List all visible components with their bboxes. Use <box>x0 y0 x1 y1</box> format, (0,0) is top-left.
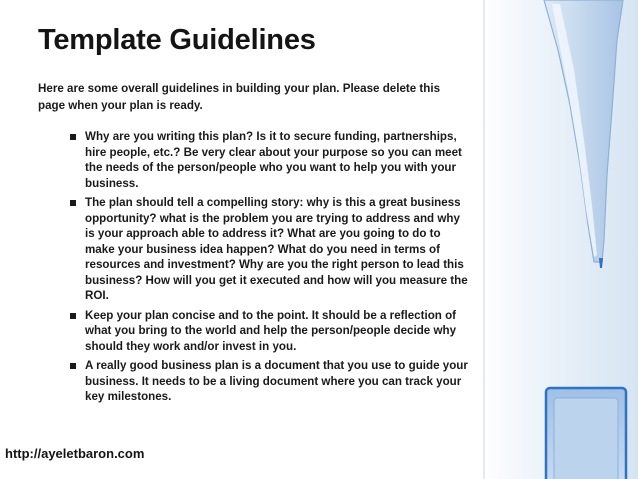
guideline-item <box>60 308 470 355</box>
square-bullet-icon <box>70 134 76 140</box>
intro-text: Here are some overall guidelines in building your plan. Please delete this page when your plan is ready. <box>38 82 441 112</box>
square-bullet-icon <box>70 200 76 206</box>
slide-title: Template Guidelines <box>38 24 316 56</box>
accent-box-inner <box>554 398 618 479</box>
guideline-text: The plan should tell a compelling story: why is this a great business opportunity? what is the problem you are trying to address and why is your approach able to address it? What are you going to do to make your business idea happen? What do you need in terms of resources and investment? Why are you the right person to lead this business? How will you get it executed and how will you measure the ROI. <box>85 196 468 302</box>
guideline-text: A really good business plan is a document that you use to guide your business. It needs to be a living document where you can track your key milestones. <box>85 359 468 403</box>
square-bullet-icon <box>70 313 76 319</box>
square-bullet-icon <box>70 363 76 369</box>
guideline-list <box>60 129 470 409</box>
guideline-item <box>60 195 470 304</box>
guideline-text: Keep your plan concise and to the point. It should be a reflection of what you bring to the world and help the person/people decide why should they work and/or invest in you. <box>85 308 457 353</box>
footer-url[interactable]: http://ayeletbaron.com <box>5 446 145 461</box>
guideline-item <box>60 358 470 405</box>
decorative-side-panel <box>480 0 638 479</box>
guideline-text: Why are you writing this plan? Is it to secure funding, partnerships, hire people, etc.? Be very clear about your purpose so you can meet the needs of the person/people who you want to help you with your business. <box>85 130 462 190</box>
guideline-item <box>60 129 470 191</box>
